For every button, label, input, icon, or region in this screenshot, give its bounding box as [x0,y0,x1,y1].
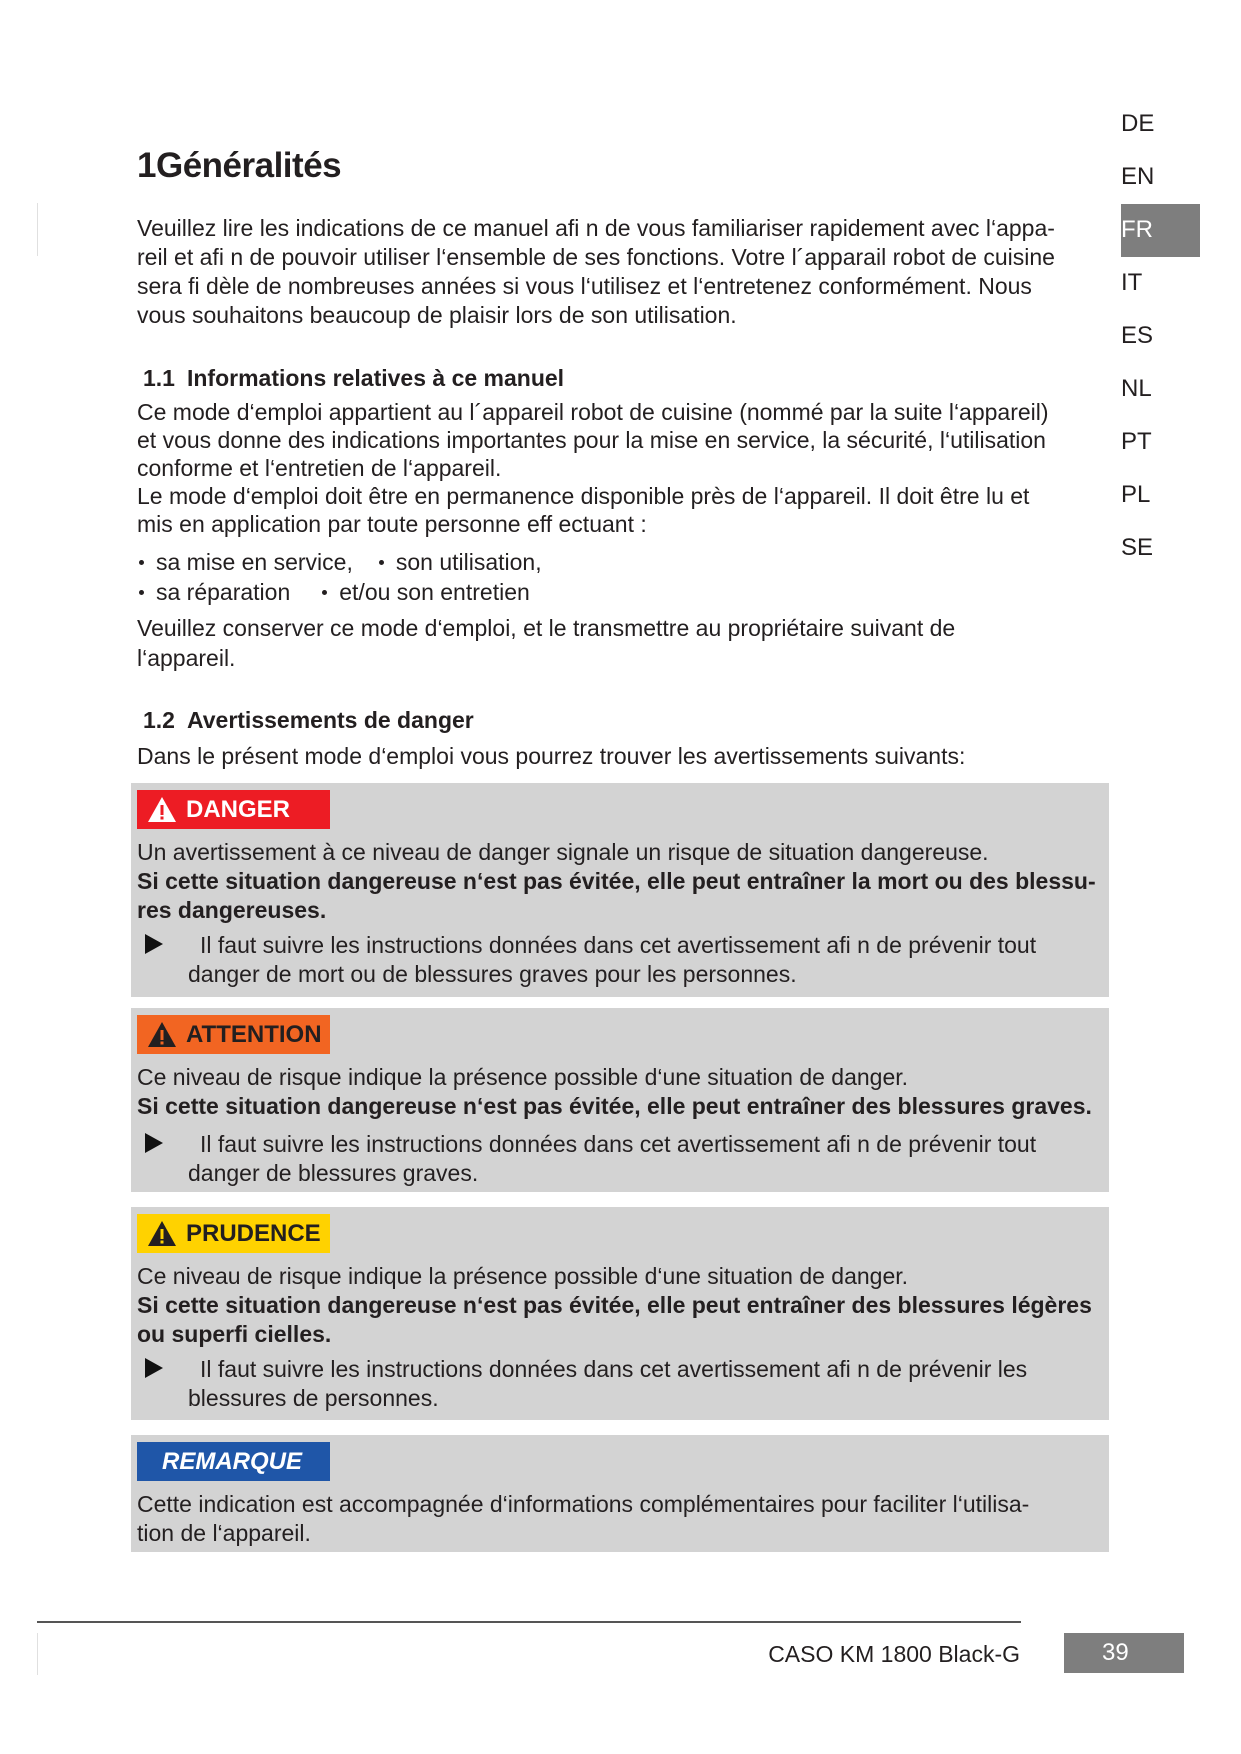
intro-line: Veuillez lire les indications de ce manuel afi n de vous familiariser rapidement avec l‘appa- [137,215,1055,241]
language-tab-it[interactable]: IT [1121,269,1143,296]
play-arrow-icon [145,934,163,954]
section-number: 1.2 [143,707,175,733]
prudence-badge [137,1214,330,1253]
manual-info-paragraph [137,398,1112,538]
intro-line: vous souhaitons beaucoup de plaisir lors de son utilisation. [137,302,737,328]
body-line: Le mode d‘emploi doit être en permanence disponible près de l‘appareil. Il doit être lu et [137,483,1030,509]
footer-divider [37,1621,1021,1623]
warnings-intro: Dans le présent mode d‘emploi vous pourrez trouver les avertissements suivants: [137,743,966,769]
page-title: 1Généralités [137,146,342,185]
warning-text: Un avertissement à ce niveau de danger signale un risque de situation dangereuse. Si cette situation dangereuse n‘est pas évitée, elle peut entraîner la mort ou des blessu- res dangereuses. Il faut suivre les instructions données dans cet avertissement afi n de prévenir tout danger de mort ou de blessures graves pour les personnes. [137,838,1103,989]
play-arrow-icon [145,1133,163,1153]
bullet-list [137,547,542,607]
warning-triangle-icon [147,1220,177,1247]
instruction: Il faut suivre les instructions données dans cet avertissement afi n de prévenir tout danger de blessures graves. [137,1130,1103,1188]
remarque-note-box [131,1435,1109,1552]
play-arrow-icon [145,1358,163,1378]
badge-label: PRUDENCE [186,1219,321,1247]
section-number: 1.1 [143,365,175,391]
prudence-warning-box [131,1207,1109,1420]
section-heading-1-2 [143,706,474,734]
language-tab-pl[interactable]: PL [1121,481,1151,508]
remarque-badge [137,1442,330,1481]
page-number: 39 [1064,1633,1184,1673]
language-tab-fr[interactable]: FR [1121,216,1153,243]
section-title: Informations relatives à ce manuel [186,365,565,391]
instruction: Il faut suivre les instructions données dans cet avertissement afi n de prévenir les blessures de personnes. [137,1355,1103,1413]
bullet-row [137,547,542,577]
body-line: conforme et l‘entretien de l‘appareil. [137,455,502,481]
language-tab-en[interactable]: EN [1121,163,1155,190]
bullet-item: et/ou son entretien [320,577,530,607]
section-title: Avertissements de danger [186,707,474,733]
body-line: Veuillez conserver ce mode d‘emploi, et le transmettre au propriétaire suivant de [137,615,956,641]
language-tab-se[interactable]: SE [1121,534,1154,561]
language-tab-es[interactable]: ES [1121,322,1154,349]
attention-warning-box [131,1008,1109,1192]
bullet-item: sa réparation [137,577,290,607]
danger-warning-box [131,783,1109,997]
body-line: Ce mode d‘emploi appartient au l´appareil robot de cuisine (nommé par la suite l‘appareil) [137,399,1049,425]
intro-line: reil et afi n de pouvoir utiliser l‘ensemble de ses fonctions. Votre l´apparail robot de cuisine [137,244,1055,270]
warning-text: Ce niveau de risque indique la présence possible d‘une situation de danger. Si cette situation dangereuse n‘est pas évitée, elle peut entraîner des blessures légères ou superfi cielles. Il faut suivre les instructions données dans cet avertissement afi n de prévenir les blessures de personnes. [137,1262,1103,1413]
conserve-paragraph [137,613,1112,673]
bullet-icon [139,590,144,595]
bullet-icon [322,590,327,595]
intro-paragraph [137,214,1112,330]
badge-label: ATTENTION [186,1020,322,1048]
language-tab-pt[interactable]: PT [1121,428,1152,455]
warning-triangle-icon [147,796,177,823]
language-tab-nl[interactable]: NL [1121,375,1152,402]
body-line: l‘appareil. [137,645,236,671]
bullet-item: son utilisation, [377,547,542,577]
body-line: mis en application par toute personne eff ectuant : [137,511,647,537]
body-line: et vous donne des indications importantes pour la mise en service, la sécurité, l‘utilisation [137,427,1046,453]
badge-label: DANGER [186,795,291,823]
bullet-icon [379,560,384,565]
warning-text: Ce niveau de risque indique la présence possible d‘une situation de danger. Si cette situation dangereuse n‘est pas évitée, elle peut entraîner des blessures graves. Il faut suivre les instructions données dans cet avertissement afi n de prévenir tout danger de blessures graves. [137,1063,1103,1188]
bullet-row [137,577,542,607]
language-tab-de[interactable]: DE [1121,110,1155,137]
bullet-item: sa mise en service, [137,547,353,577]
danger-badge [137,790,330,829]
instruction: Il faut suivre les instructions données dans cet avertissement afi n de prévenir tout danger de mort ou de blessures graves pour les personnes. [137,931,1103,989]
warning-triangle-icon [147,1021,177,1048]
note-text: Cette indication est accompagnée d‘informations complémentaires pour faciliter l‘utilisa- tion de l‘appareil. [137,1491,1030,1546]
margin-mark [37,1633,38,1675]
bullet-icon [139,560,144,565]
section-heading-1-1 [143,364,564,392]
footer-product-name: CASO KM 1800 Black-G [768,1641,1020,1667]
badge-label: REMARQUE [162,1447,303,1475]
attention-badge [137,1015,330,1054]
intro-line: sera fi dèle de nombreuses années si vous l‘utilisez et l‘entretenez conformément. Nous [137,273,1032,299]
margin-mark [37,203,38,256]
